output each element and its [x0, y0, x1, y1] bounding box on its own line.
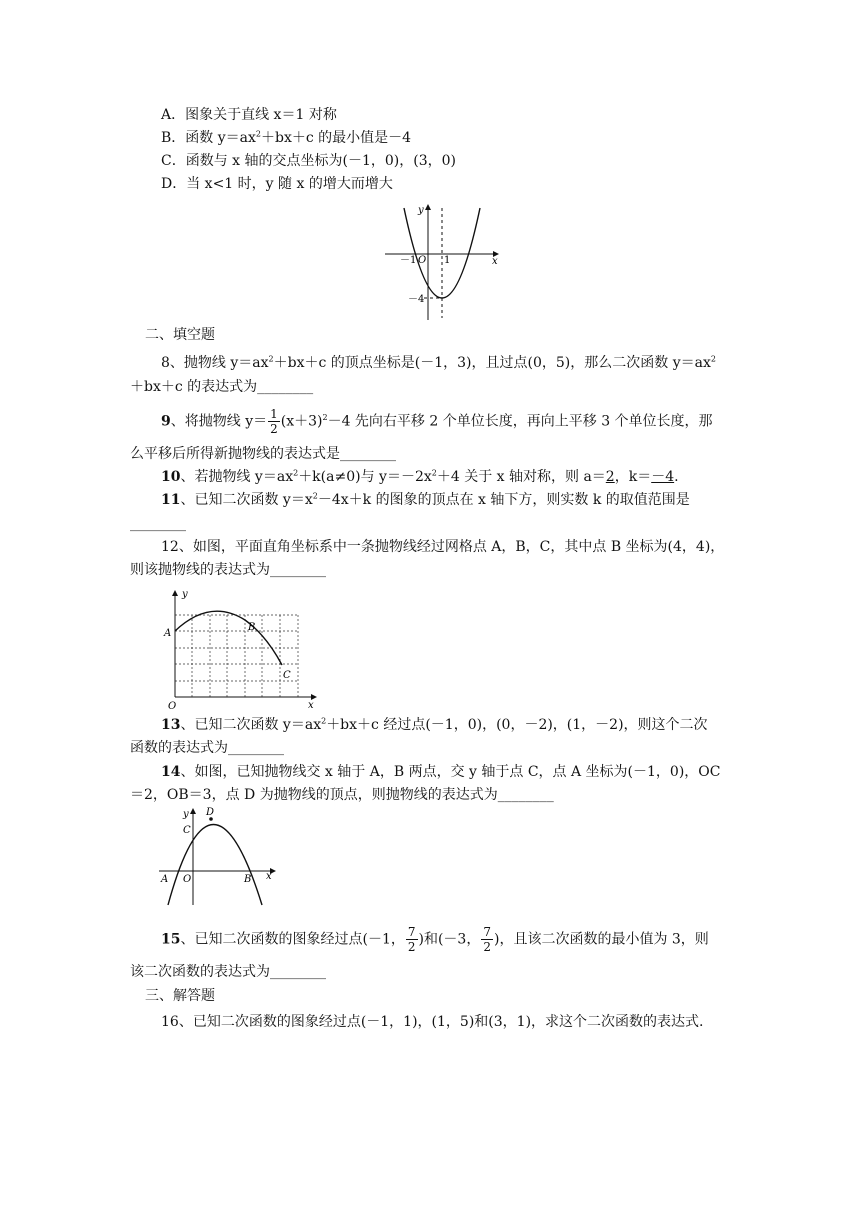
fraction-one-half: $\frac{1}{2}$: [270, 407, 278, 436]
fraction-seven-halves-1: $\frac{7}{2}$: [407, 925, 416, 954]
x-label: x: [492, 256, 498, 267]
fraction-seven-halves-2: $\frac{7}{2}$: [483, 925, 491, 954]
figure-q12-grid-parabola: [158, 585, 323, 710]
tick-1-label: 1: [444, 255, 451, 266]
question-10: 10、若抛物线 $y=ax^2+k(a\ne 0)$与 $y=-2x^2+4$ 关于 x 轴对称，则 a＝2，k＝－4.: [161, 468, 679, 485]
grid: [175, 615, 298, 697]
section-title-fill-blank: 二、填空题: [145, 327, 215, 343]
point-d-label: D: [206, 807, 215, 818]
point-b-label: B: [248, 622, 256, 633]
question-9-line2: 么平移后所得新抛物线的表达式是________: [130, 446, 396, 462]
question-15-line2: 该二次函数的表达式为________: [130, 964, 326, 980]
question-9-line1: 9、将抛物线 y＝ $\frac{1}{2}$ $(x+3)^2-4$ 先向右平移 2 个单位长度，再向上平移 3 个单位长度，那: [161, 407, 713, 436]
option-d: D．当 x<1 时，y 随 x 的增大而增大: [161, 176, 393, 192]
question-16: 16、已知二次函数的图象经过点(－1，1)，(1，5)和(3，1)，求这个二次函数的表达式.: [161, 1014, 704, 1030]
point-a-label: A: [164, 628, 172, 639]
question-13-line2: 函数的表达式为________: [130, 740, 284, 756]
question-13-line1: 13、已知二次函数 $y=ax^2+bx+c$ 经过点(－1，0)，(0，－2)，(1，－2)，则这个二次: [161, 716, 708, 733]
question-11-line2: ________: [130, 516, 186, 532]
question-11-line1: 11、已知二次函数 $y=x^2-4x+k$ 的图象的顶点在 x 轴下方，则实数 k 的取值范围是: [161, 491, 690, 508]
question-8-line2: ＋bx＋c 的表达式为________: [130, 379, 314, 395]
x-label: x: [308, 700, 314, 710]
y-label: y: [183, 809, 189, 820]
point-c-label: C: [283, 670, 291, 681]
y-label: y: [418, 205, 424, 216]
point-b-label: B: [244, 874, 252, 885]
option-a: A．图象关于直线 x＝1 对称: [161, 107, 337, 123]
option-c: C．函数与 x 轴的交点坐标为(－1，0)，(3，0): [161, 153, 456, 169]
point-c-label: C: [183, 825, 191, 836]
question-8-line1: 8、抛物线 $y=ax^2+bx+c$ 的顶点坐标是(－1，3)，且过点(0，5)，那么二次函数 $y=ax^2$: [161, 354, 716, 371]
parabola-curve: [168, 825, 262, 906]
origin-label: O: [418, 255, 427, 266]
tick-neg4-label: －4: [408, 294, 425, 305]
question-15-line1: 15、已知二次函数的图象经过点(－1， $\frac{7}{2}$ )和(－3， $\frac{7}{2}$ )，且该二次函数的最小值为 3，则: [161, 925, 709, 954]
point-a-label: A: [161, 874, 169, 885]
figure-q14-parabola: [155, 805, 280, 910]
option-b: B．函数 $y=ax^2+bx+c$ 的最小值是－4: [161, 129, 412, 146]
y-label: y: [182, 589, 188, 600]
parabola-curve: [175, 611, 282, 665]
question-14-line2: ＝2，OB＝3，点 D 为抛物线的顶点，则抛物线的表达式为________: [130, 787, 554, 803]
tick-neg1-label: －1: [400, 255, 417, 266]
origin-label: O: [168, 701, 177, 710]
section-title-solve: 三、解答题: [145, 988, 215, 1004]
question-12-line1: 12、如图，平面直角坐标系中一条抛物线经过网格点 A，B，C，其中点 B 坐标为(4，4)，: [161, 539, 725, 555]
figure-q7-parabola: [380, 200, 510, 325]
question-12-line2: 则该抛物线的表达式为________: [130, 562, 326, 578]
question-14-line1: 14、如图，已知抛物线交 x 轴于 A，B 两点，交 y 轴于点 C，点 A 坐标为(－1，0)，OC: [161, 764, 721, 780]
x-label: x: [266, 871, 272, 882]
origin-label: O: [183, 874, 192, 885]
